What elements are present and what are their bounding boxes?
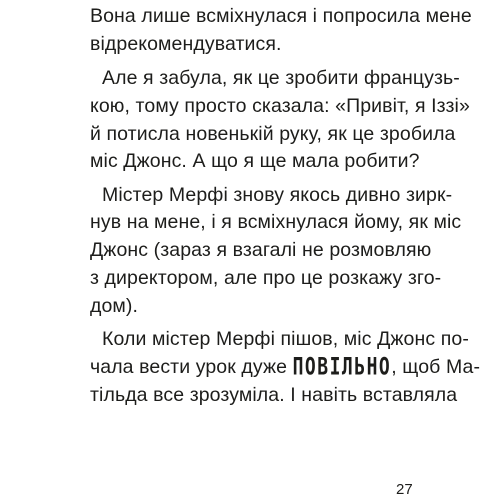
text-line-13-before: чала вести урок дуже [90, 356, 288, 378]
text-line-7: Містер Мерфі знову якось дивно зирк- [102, 184, 453, 206]
text-line-13-after: , щоб Ма- [391, 356, 481, 378]
text-line-4: кою, тому просто сказала: «Привіт, я Іззі» [90, 95, 470, 117]
text-line-2: відрекомендуватися. [90, 33, 282, 55]
text-line-3: Але я забула, як це зробити французь- [102, 67, 460, 89]
text-line-12: Коли містер Мерфі пішов, міс Джонс по- [102, 328, 469, 350]
text-line-10: з директором, але про це розкажу зго- [90, 267, 442, 289]
text-line-8: нув на мене, і я всміхнулася йому, як міс [90, 211, 462, 233]
page-number: 27 [396, 481, 413, 498]
text-line-6: міс Джонс. А що я ще мала робити? [90, 150, 420, 172]
text-line-5: й потисла новенькій руку, як це зробила [90, 123, 456, 145]
text-line-9: Джонс (зараз я взагалі не розмовляю [90, 239, 432, 261]
text-line-14: тільда все зрозуміла. І навіть вставляла [90, 384, 458, 406]
emphasized-word: ПОВІЛЬНО [292, 353, 392, 382]
text-line-13 [90, 353, 481, 382]
text-line-1: Вона лише всміхнулася і попросила мене [90, 5, 472, 27]
text-line-11: дом). [90, 295, 139, 317]
